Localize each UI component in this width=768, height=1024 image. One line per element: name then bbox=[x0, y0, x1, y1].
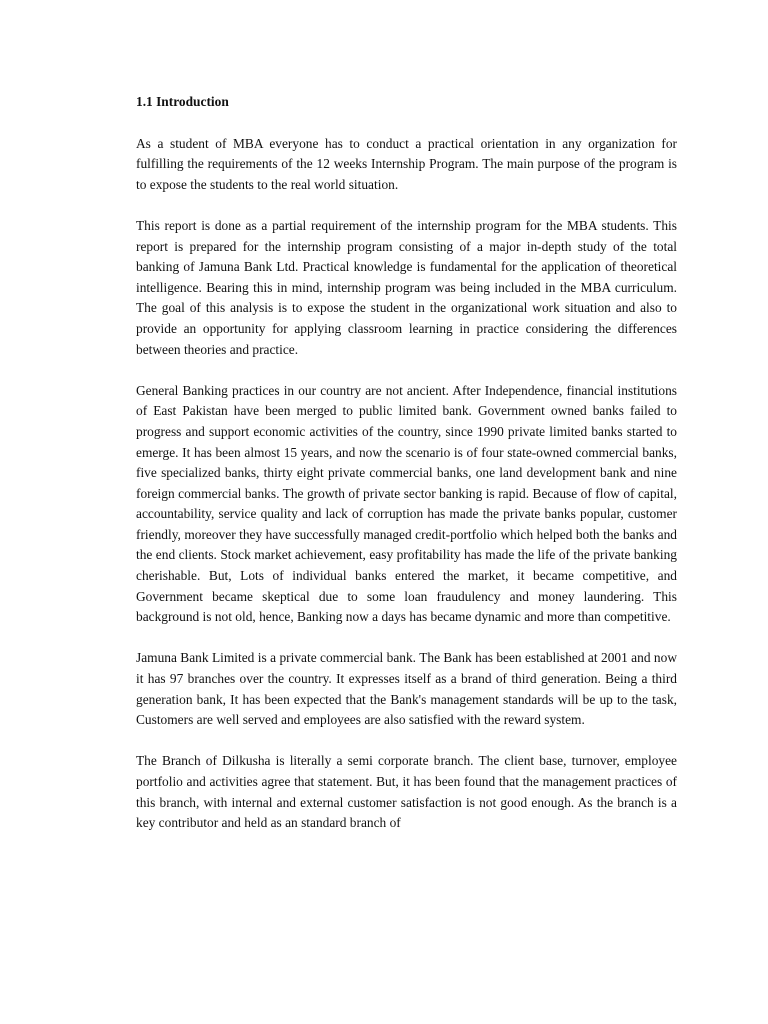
paragraph-banking-background: General Banking practices in our country are not ancient. After Independence, financial institutions of East Pakistan have been merged to public limited bank. Government owned banks failed to progress and support economic activities of the country, since 1990 private limited banks started to emerge. It has been almost 15 years, and now the scenario is of four state-owned commercial banks, five specialized banks, thirty eight private commercial banks, one land development bank and nine foreign commercial banks. The growth of private sector banking is rapid. Because of flow of capital, accountability, service quality and lack of corruption has made the private banks popular, customer friendly, moreover they have successfully managed credit-portfolio which helped both the banks and the end clients. Stock market achievement, easy profitability has made the life of the private banking cherishable. But, Lots of individual banks entered the market, it became competitive, and Government became skeptical due to some loan fraudulency and money laundering. This background is not old, hence, Banking now a days has became dynamic and more than competitive. bbox=[136, 382, 677, 625]
paragraph-jamuna-bank: Jamuna Bank Limited is a private commercial bank. The Bank has been established at 2001 and now it has 97 branches over the country. It expresses itself as a brand of third generation. Being a third generation bank, It has been expected that the Bank's management standards will be up to the task, Customers are well served and employees are also satisfied with the reward system. bbox=[136, 650, 677, 728]
section-heading: 1.1 Introduction bbox=[136, 94, 229, 109]
paragraph-internship-overview: As a student of MBA everyone has to conduct a practical orientation in any organization for fulfilling the requirements of the 12 weeks Internship Program. The main purpose of the program is to expose the students to the real world situation. bbox=[136, 135, 677, 192]
paragraph-report-purpose: This report is done as a partial requirement of the internship program for the MBA students. This report is prepared for the internship program consisting of a major in-depth study of the total banking of Jamuna Bank Ltd. Practical knowledge is fundamental for the application of theoretical intelligence. Bearing this in mind, internship program was being included in the MBA curriculum. The goal of this analysis is to expose the student in the organizational work situation and also to provide an opportunity for applying classroom learning in practice considering the differences between theories and practice. bbox=[136, 217, 677, 357]
document-body bbox=[136, 92, 677, 834]
paragraph-dilkusha-branch: The Branch of Dilkusha is literally a semi corporate branch. The client base, turnover, employee portfolio and activities agree that statement. But, it has been found that the management practices of this branch, with internal and external customer satisfaction is not good enough. As the branch is a key contributor and held as an standard branch of bbox=[136, 753, 677, 831]
